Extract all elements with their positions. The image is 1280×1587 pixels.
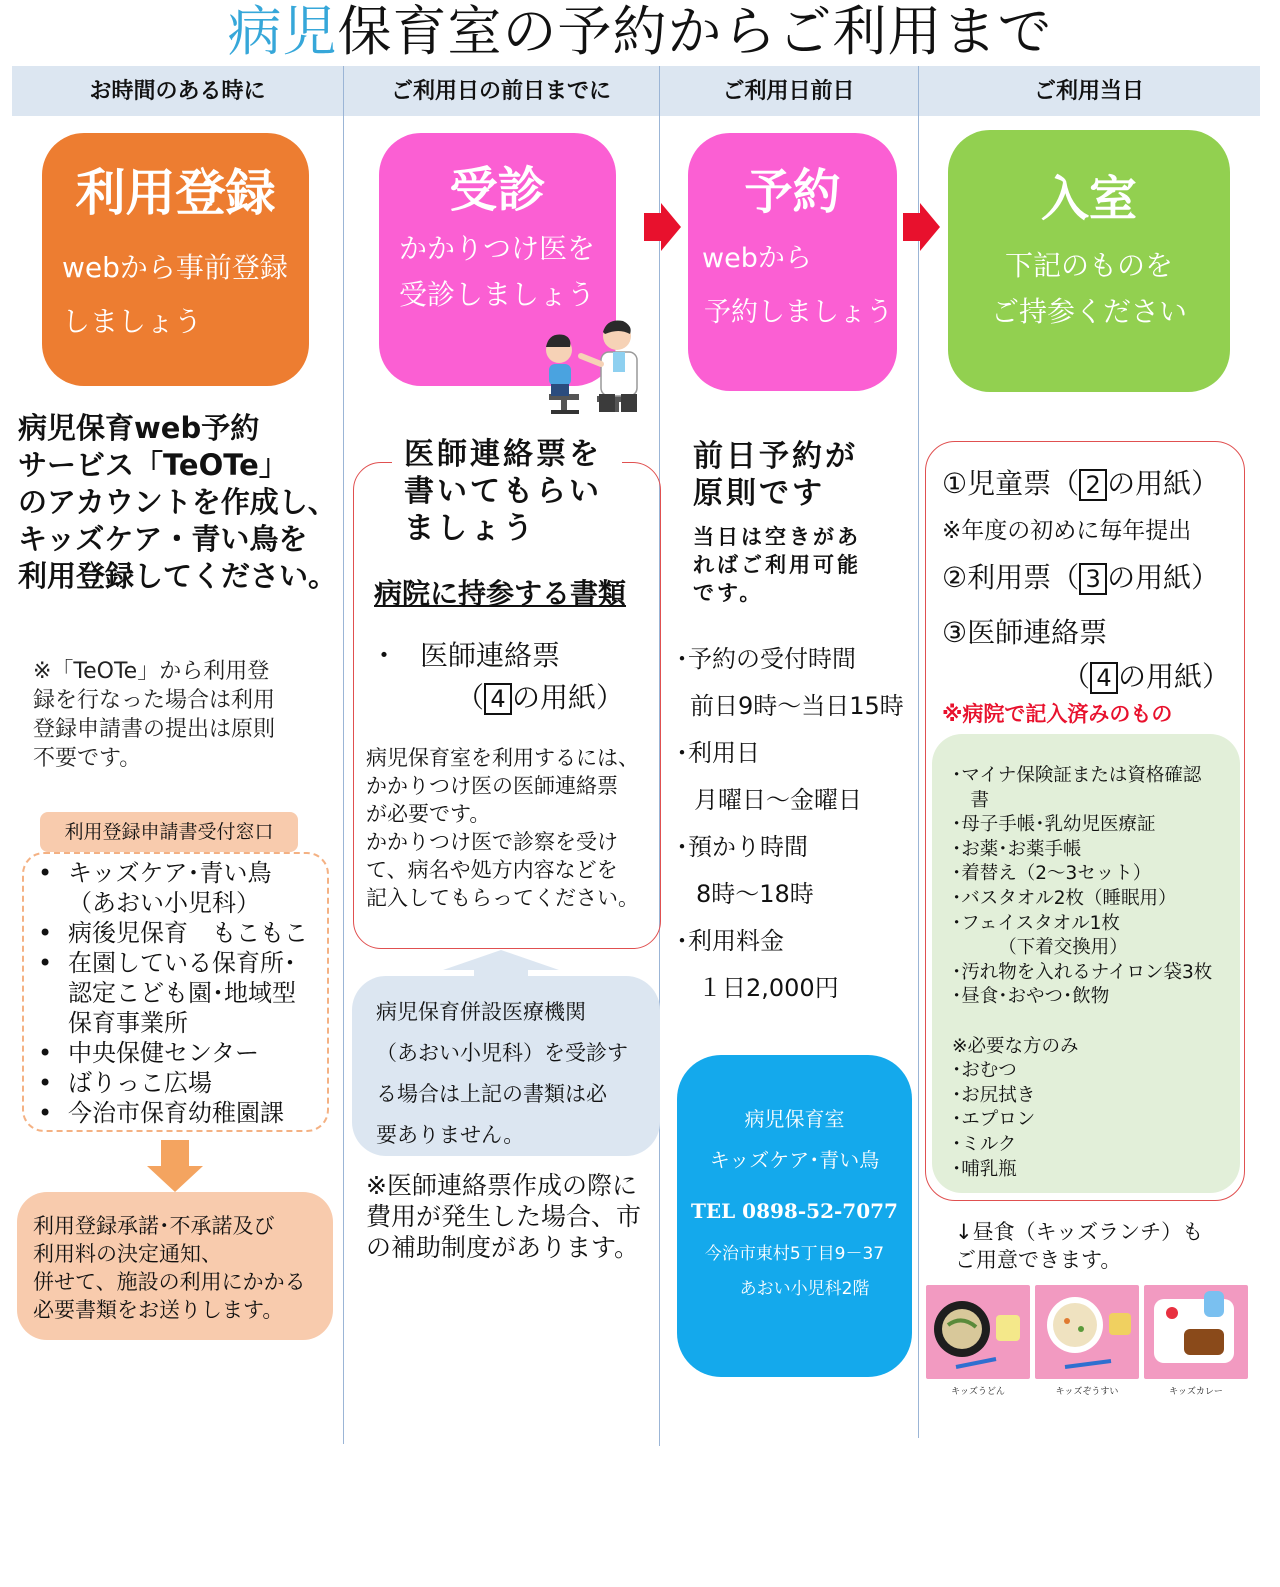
header-col4: ご利用当日 [1033, 79, 1144, 104]
contact-address: 今治市東村5丁目9－37 [704, 1244, 885, 1264]
down-arrow-head-icon [147, 1166, 203, 1192]
clinic-line: （あおい小児科）を受診す [376, 1041, 628, 1065]
lunch-line: ↓昼食（キッズランチ）も [955, 1220, 1204, 1244]
subsidy-line: の補助制度があります。 [366, 1233, 640, 1262]
list-item: 認定こども園･地域型 [68, 979, 296, 1007]
reservation-rule [693, 438, 858, 512]
list-item: • 中央保健センター [38, 1039, 260, 1067]
list-item: • 在園している保育所･ [38, 949, 296, 977]
title-rest: 保育室の予約からご利用まで [337, 0, 1053, 63]
belonging-line: ･お尻拭き [952, 1084, 1036, 1106]
title-accent: 病児 [227, 0, 338, 63]
bullet-icon: • [38, 859, 53, 887]
bullet-icon: • [38, 919, 53, 947]
rule-line: 原則です [693, 476, 825, 511]
clinic-line: 病児保育併設医療機関 [376, 1000, 586, 1024]
page-title [0, 0, 1280, 64]
info-value: 前日9時～当日15時 [690, 692, 904, 720]
notice-box [17, 1192, 333, 1340]
belonging-line: ･母子手帳･乳幼児医療証 [952, 814, 1156, 836]
lunch-note [955, 1218, 1203, 1274]
belonging-line: ･汚れ物を入れるナイロン袋3枚 [952, 961, 1213, 983]
subsidy-line: 費用が発生した場合、市 [366, 1202, 642, 1231]
window-label: 利用登録申請書受付窓口 [40, 812, 298, 852]
contact-box [677, 1055, 912, 1377]
belonging-line: ･エプロン [952, 1109, 1036, 1131]
step-consultation-sub2: 受診しましょう [399, 278, 596, 311]
form-number: 2 [1079, 469, 1107, 501]
doctor-note-title-line: 書いてもらい [404, 474, 602, 509]
bullet-icon: • [38, 1069, 53, 1097]
notice-line: 利用料の決定通知、 [33, 1242, 222, 1266]
same-day-line: ればご利用可能 [693, 553, 861, 577]
form-number: 3 [1079, 563, 1107, 595]
list-item: • ばりっこ広場 [38, 1069, 212, 1097]
doc-item: ・ 医師連絡票 [370, 639, 561, 672]
step-registration-sub2: しましょう [62, 305, 203, 338]
same-day-line: です。 [693, 581, 764, 605]
belongings-list [952, 764, 1237, 1182]
red-note: ※病院で記入済みのもの [942, 702, 1173, 726]
info-value: 月曜日～金曜日 [694, 786, 862, 814]
doctor-note-title [392, 436, 622, 547]
food-label: キッズうどん [951, 1387, 1005, 1397]
notice-line: 必要書類をお送りします。 [33, 1298, 284, 1322]
body-line: かかりつけ医で診察を受け [366, 830, 618, 854]
instruction-line: 病児保育web予約 [18, 411, 260, 445]
affiliated-clinic-box [352, 976, 660, 1156]
form-number: 4 [1090, 662, 1118, 694]
step-reservation-title: 予約 [744, 164, 841, 220]
header-col1: お時間のある時に [89, 79, 266, 104]
belonging-line: （下着交換用） [952, 937, 1128, 959]
belonging-line: ･昼食･おやつ･飲物 [952, 986, 1110, 1008]
window-list [36, 858, 328, 1128]
body-line: て、病名や処方内容などを [366, 858, 618, 882]
header-col2: ご利用日の前日までに [390, 79, 611, 104]
divider-3 [918, 66, 919, 1438]
body-line: かかりつけ医の医師連絡票 [366, 774, 618, 798]
food-label: キッズぞうすい [1055, 1387, 1119, 1397]
step-consultation-title: 受診 [449, 162, 546, 218]
same-day-note [693, 523, 861, 607]
doctor-note-title-line: ましょう [404, 511, 536, 546]
notice-line: 併せて、施設の利用にかかる [33, 1270, 306, 1294]
note-line: 録を行なった場合は利用 [33, 688, 276, 713]
right-arrow-icon [903, 213, 921, 241]
info-value: １日2,000円 [698, 974, 839, 1002]
right-arrow-head-icon [920, 203, 940, 251]
bullet-icon: • [38, 1039, 53, 1067]
info-label: ･預かり時間 [676, 833, 808, 861]
contact-name: 病児保育室 [744, 1107, 845, 1131]
food-photo-zosui [1035, 1285, 1139, 1379]
form-number: 4 [484, 683, 512, 715]
belonging-line: ･フェイスタオル1枚 [952, 912, 1120, 934]
divider-1 [343, 66, 344, 1444]
step-admission [948, 130, 1230, 392]
note-line: ※「TeOTe」から利用登 [33, 659, 270, 684]
instruction-line: キッズケア・青い鳥を [18, 522, 308, 556]
rule-line: 前日予約が [693, 439, 858, 474]
info-label: ･利用日 [676, 739, 760, 767]
doc-item-paper: （ 4 の用紙） [456, 681, 625, 714]
belonging-line: ･マイナ保険証または資格確認 [952, 765, 1202, 786]
bring-item-3-paper: （ 4 の用紙） [1062, 660, 1231, 693]
docs-heading: 病院に持参する書類 [374, 577, 627, 610]
subsidy-note [366, 1170, 658, 1263]
down-arrow-icon [161, 1140, 189, 1166]
step-consultation-sub1: かかりつけ医を [399, 232, 596, 265]
contact-tel: TEL 0898-52-7077 [691, 1199, 898, 1223]
step-registration-sub1: webから事前登録 [62, 251, 288, 284]
clinic-line: 要ありません。 [376, 1123, 525, 1147]
step-admission-sub1: 下記のものを [1004, 249, 1173, 282]
bring-item-3: ③医師連絡票 [942, 616, 1108, 649]
subsidy-line: ※医師連絡票作成の際に [366, 1171, 637, 1200]
belonging-line: 書 [952, 789, 990, 811]
contact-address-sub: あおい小児科2階 [739, 1279, 870, 1299]
belonging-line: ･哺乳瓶 [952, 1158, 1017, 1180]
food-photo-curry [1144, 1285, 1248, 1379]
instruction-line: 利用登録してください。 [18, 559, 338, 593]
bring-item-note: ※年度の初めに毎年提出 [942, 518, 1192, 544]
list-item: （あおい小児科） [68, 889, 260, 917]
step-admission-sub2: ご持参ください [990, 295, 1187, 328]
belonging-line: ･お薬･お薬手帳 [952, 838, 1082, 860]
bullet-icon: • [38, 949, 53, 977]
step-reservation [688, 133, 897, 391]
info-value: 8時～18時 [696, 880, 814, 908]
bring-item-1: ①児童票（ 2 の用紙） [942, 467, 1220, 500]
doctor-illustration-icon [537, 314, 649, 418]
body-line: 記入してもらってください。 [366, 886, 639, 910]
doctor-note-title-line: 医師連絡票を [404, 437, 602, 472]
belonging-line: ※必要な方のみ [952, 1035, 1079, 1057]
list-item: 保育事業所 [68, 1009, 188, 1037]
note-line: 不要です。 [33, 746, 142, 771]
step-registration [42, 133, 309, 386]
belonging-line: ･おむつ [952, 1060, 1017, 1082]
list-item: • 今治市保育幼稚園課 [38, 1099, 284, 1127]
info-label: ･予約の受付時間 [676, 645, 856, 673]
step-reservation-sub1: webから [702, 243, 812, 274]
belonging-line: ･バスタオル2枚（睡眠用） [952, 887, 1177, 909]
belonging-line [952, 1010, 1237, 1035]
doctor-note-body [366, 744, 658, 912]
notice-line: 利用登録承諾･不承諾及び [33, 1214, 275, 1238]
note-line: 登録申請書の提出は原則 [33, 717, 276, 742]
body-line: 病児保育室を利用するには、 [366, 746, 639, 770]
step-registration-title: 利用登録 [75, 164, 276, 222]
step-admission-title: 入室 [1040, 171, 1137, 227]
belonging-line: ･着替え（2～3セット） [952, 863, 1152, 885]
instruction-line: サービス「TeOTe」 [18, 448, 288, 482]
step-reservation-sub2: 予約しましょう [704, 297, 893, 328]
bring-item-2: ②利用票（ 3 の用紙） [942, 561, 1220, 594]
lunch-line: ご用意できます。 [955, 1248, 1122, 1272]
clinic-line: る場合は上記の書類は必 [376, 1082, 607, 1106]
belonging-line: ･ミルク [952, 1133, 1017, 1155]
info-label: ･利用料金 [676, 927, 784, 955]
body-line: が必要です。 [366, 802, 491, 826]
list-item: • キッズケア･青い鳥 [38, 859, 272, 887]
food-label: キッズカレー [1169, 1387, 1223, 1397]
right-arrow-icon [644, 213, 662, 241]
contact-name-sub: キッズケア･青い鳥 [709, 1148, 880, 1172]
teote-note [33, 657, 333, 773]
reservation-info [676, 636, 916, 1012]
registration-instructions [18, 410, 343, 595]
right-arrow-head-icon [661, 203, 681, 251]
list-item: • 病後児保育 もこもこ [38, 919, 308, 947]
instruction-line: のアカウントを作成し、 [18, 485, 337, 519]
bullet-icon: • [38, 1099, 53, 1127]
up-arrow-icon [443, 950, 559, 970]
bullet-icon: ・ [370, 639, 399, 672]
header-col3: ご利用日前日 [722, 79, 855, 104]
food-photo-udon [926, 1285, 1030, 1379]
same-day-line: 当日は空きがあ [693, 525, 861, 549]
